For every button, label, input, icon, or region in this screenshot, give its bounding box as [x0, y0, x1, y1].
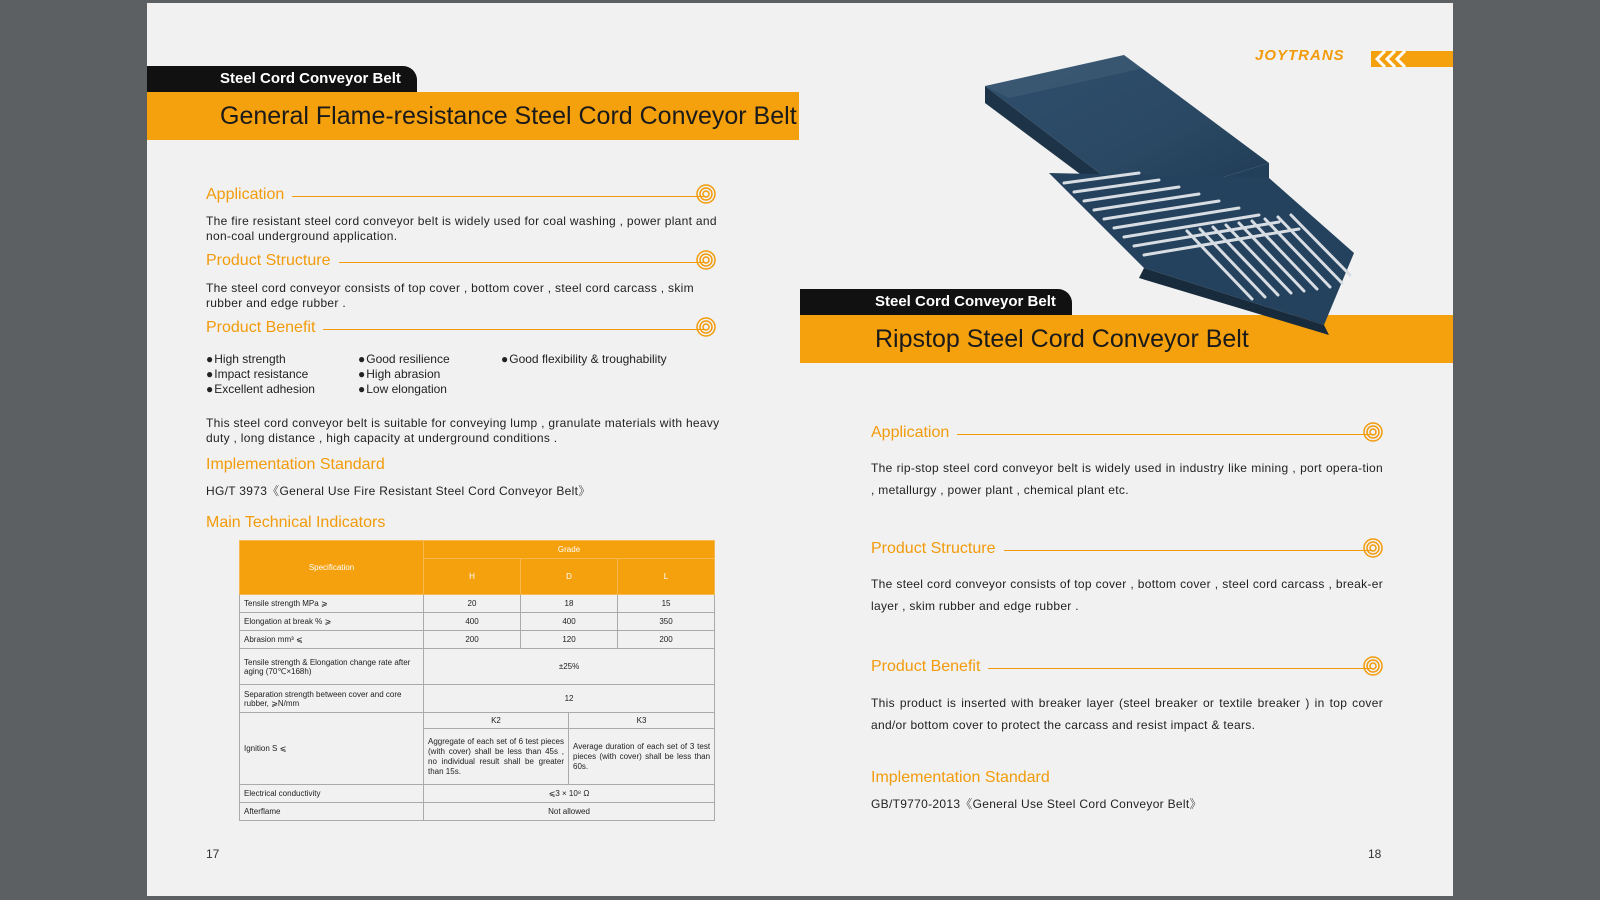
structure-heading: Product Structure: [206, 250, 716, 272]
spec-cell: Afterflame: [240, 803, 424, 821]
product-title-banner: General Flame-resistance Steel Cord Conveyor Belt: [147, 92, 799, 140]
value-cell: ±25%: [424, 649, 715, 685]
k3-label: K3: [569, 713, 715, 729]
structure-text: The steel cord conveyor consists of top cover , bottom cover , steel cord carcass , break-er layer , skim rubber and edge rubber .: [871, 577, 1383, 613]
page-number: 17: [206, 847, 220, 861]
spec-cell: Tensile strength & Elongation change rate after aging (70℃×168h): [240, 649, 424, 685]
technical-indicators-table: [239, 540, 715, 821]
value-cell: 200: [618, 631, 715, 649]
value-cell: 120: [521, 631, 618, 649]
benefit-item: ● Excellent adhesion: [206, 382, 315, 396]
brochure-spread: [147, 3, 1453, 896]
structure-text: The steel cord conveyor consists of top cover , bottom cover , steel cord carcass , skim rubber and edge rubber .: [206, 281, 694, 310]
spiral-icon: [696, 250, 716, 270]
spec-cell: Abrasion mm³ ⩽: [240, 631, 424, 649]
table-row: [240, 595, 715, 613]
section-tab: Steel Cord Conveyor Belt: [147, 66, 417, 92]
value-cell: ⩽3 × 10⁸ Ω: [424, 785, 715, 803]
standard-heading: Implementation Standard: [206, 454, 606, 476]
chevron-arrows-icon: [1373, 50, 1413, 68]
value-cell: 20: [424, 595, 521, 613]
spiral-icon: [1363, 656, 1383, 676]
spiral-icon: [1363, 538, 1383, 558]
page-17: [147, 3, 800, 896]
header-grade: Grade: [424, 541, 715, 559]
structure-heading: Product Structure: [871, 538, 1383, 560]
benefit-list-col1: [206, 352, 315, 397]
value-cell: 350: [618, 613, 715, 631]
page-number: 18: [1368, 847, 1382, 861]
header-grade-d: D: [521, 559, 618, 595]
application-text: The fire resistant steel cord conveyor belt is widely used for coal washing , power plant and non-coal underground application.: [206, 214, 717, 243]
value-cell: 400: [424, 613, 521, 631]
value-cell: 12: [424, 685, 715, 713]
table-row: [240, 649, 715, 685]
value-cell: 400: [521, 613, 618, 631]
k3-text: Average duration of each set of 3 test pieces (with cover) shall be less than 60s.: [569, 729, 715, 785]
spec-cell: Elongation at break % ⩾: [240, 613, 424, 631]
product-title-banner: Ripstop Steel Cord Conveyor Belt: [800, 315, 1453, 363]
table-row: [240, 613, 715, 631]
application-text: The rip-stop steel cord conveyor belt is widely used in industry like mining , port opera-tion , metallurgy , power plant , chemical plant etc.: [871, 461, 1383, 497]
spec-cell: Electrical conductivity: [240, 785, 424, 803]
table-row: [240, 631, 715, 649]
spec-cell: Ignition S ⩽: [240, 713, 424, 785]
table-row: [240, 713, 715, 729]
table-row: [240, 685, 715, 713]
benefit-item: ● Impact resistance: [206, 367, 308, 381]
value-cell: Not allowed: [424, 803, 715, 821]
benefit-item: ● Good flexibility & troughability: [501, 352, 667, 366]
table-row: [240, 785, 715, 803]
spec-cell: Separation strength between cover and core rubber, ⩾N/mm: [240, 685, 424, 713]
k2-text: Aggregate of each set of 6 test pieces (with cover) shall be less than 45s , no individual result shall be greater than 15s.: [424, 729, 569, 785]
benefit-item: ● Good resilience: [358, 352, 450, 366]
spiral-icon: [1363, 422, 1383, 442]
standard-text: HG/T 3973《General Use Fire Resistant Steel Cord Conveyor Belt》: [206, 484, 591, 498]
standard-heading: Implementation Standard: [871, 767, 1271, 789]
benefit-list-col3: [501, 352, 667, 367]
benefit-list-col2: [358, 352, 450, 397]
table-row: [240, 803, 715, 821]
header-specification: Specification: [240, 541, 424, 595]
value-cell: 18: [521, 595, 618, 613]
application-heading: Application: [206, 184, 716, 206]
indicators-heading: Main Technical Indicators: [206, 512, 606, 534]
application-heading: Application: [871, 422, 1383, 444]
benefit-heading: Product Benefit: [871, 656, 1383, 678]
benefit-item: ● Low elongation: [358, 382, 447, 396]
spec-cell: Tensile strength MPa ⩾: [240, 595, 424, 613]
suitability-text: This steel cord conveyor belt is suitable for conveying lump , granulate materials with heavy duty , long distance , high capacity at underground conditions .: [206, 416, 720, 445]
benefit-heading: Product Benefit: [206, 317, 716, 339]
header-grade-l: L: [618, 559, 715, 595]
logo-text: JOYTRANS: [1255, 47, 1345, 64]
section-tab: Steel Cord Conveyor Belt: [800, 289, 1072, 315]
benefit-item: ● High strength: [206, 352, 286, 366]
spiral-icon: [696, 184, 716, 204]
standard-text: GB/T9770-2013《General Use Steel Cord Conveyor Belt》: [871, 797, 1202, 811]
value-cell: 15: [618, 595, 715, 613]
spiral-icon: [696, 317, 716, 337]
benefit-item: ● High abrasion: [358, 367, 440, 381]
value-cell: 200: [424, 631, 521, 649]
conveyor-belt-image: [984, 53, 1374, 338]
benefit-text: This product is inserted with breaker layer (steel breaker or textile breaker ) in top cover and/or bottom cover to protect the carcass and resist impact & tears.: [871, 696, 1383, 732]
header-grade-h: H: [424, 559, 521, 595]
k2-label: K2: [424, 713, 569, 729]
